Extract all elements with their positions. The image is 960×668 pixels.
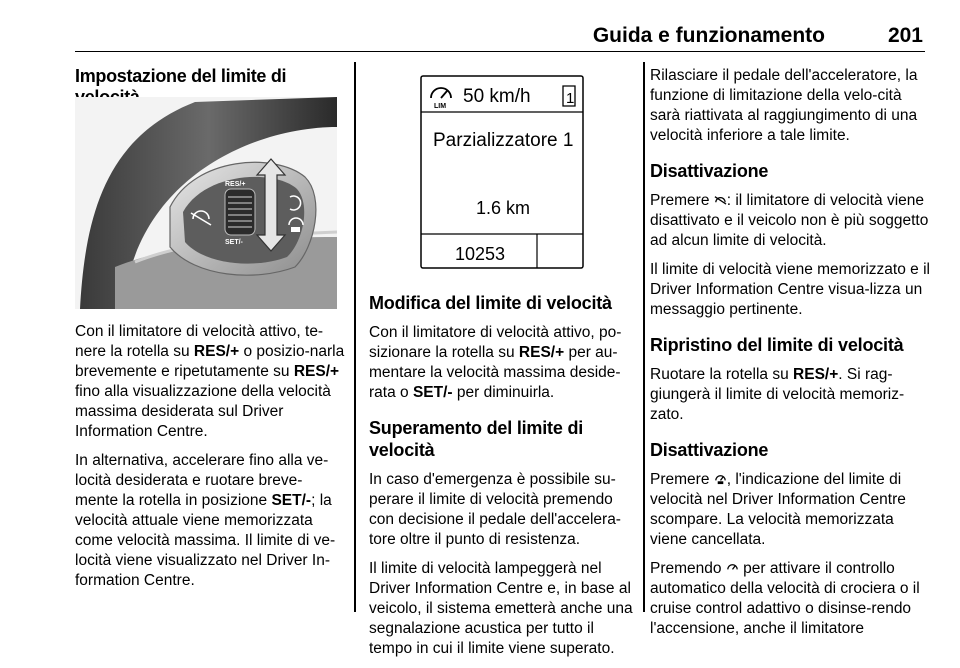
steering-wheel-illustration xyxy=(75,97,337,309)
paragraph: Premere : il limitatore di velocità viene disattivato e il veicolo non è più soggetto ad alcun limite di velocità. xyxy=(650,192,929,249)
paragraph: Con il limitatore di velocità attivo, te-nere la rotella su RES/+ o posizio-narla brevemente e ripetutamente su RES/+ fino alla visualizzazione della velocità massima desiderata sul Driver Information Centre. xyxy=(75,323,345,440)
wheel-set-label: SET/- xyxy=(225,239,243,246)
odometer-readout: 10253 xyxy=(455,244,506,264)
cruise-control-icon xyxy=(726,561,739,574)
paragraph: Ruotare la rotella su RES/+. Si rag-giungerà il limite di velocità memoriz-zato. xyxy=(650,366,905,423)
heading-exceed-limit: Superamento del limite di velocità xyxy=(369,418,584,460)
paragraph: Premendo per attivare il controllo automatico della velocità di crociera o il cruise control adattivo o disinse-rendo l'accensione, anche il limitatore xyxy=(650,560,920,637)
speed-readout: 50 km/h xyxy=(463,86,531,107)
wheel-res-label: RES/+ xyxy=(225,181,246,188)
distance-readout: 1.6 km xyxy=(476,198,531,218)
paragraph: Rilasciare il pedale dell'acceleratore, la funzione di limitazione della velo-cità sarà riattivata al raggiungimento di una velocità inferiore a tale limite. xyxy=(650,67,918,144)
heading-deactivation: Disattivazione xyxy=(650,161,769,181)
paragraph: Con il limitatore di velocità attivo, po-sizionare la rotella su RES/+ per au-mentare la velocità massima deside-rata o SET/- per diminuirla. xyxy=(369,324,622,401)
lim-label: LIM xyxy=(434,103,447,110)
driver-information-centre-illustration xyxy=(369,62,637,277)
column-1-text xyxy=(75,322,345,600)
paragraph: Premere , l'indicazione del limite di velocità nel Driver Information Centre scompare. La velocità memorizzata viene cancellata. xyxy=(650,471,906,548)
limiter-off-icon xyxy=(714,193,727,206)
heading-deactivation-2: Disattivazione xyxy=(650,440,769,460)
paragraph: In caso d'emergenza è possibile su-perare il limite di velocità premendo con decisione il pedale dell'accelera-tore oltre il punto di resistenza. xyxy=(369,471,621,548)
section-heading-speed-limit-setting: Impostazione del limite di xyxy=(75,66,287,86)
mode-label: Parzializzatore 1 xyxy=(433,130,574,151)
speed-limiter-icon xyxy=(431,88,451,110)
page-number: 201 xyxy=(887,24,923,47)
column-divider-2 xyxy=(643,62,645,612)
heading-modify-limit: Modifica del limite di velocità xyxy=(369,293,612,313)
memory-slot-icon xyxy=(563,86,575,107)
column-2-text xyxy=(369,292,637,668)
paragraph: Il limite di velocità viene memorizzato e il Driver Information Centre visua-lizza un messaggio pertinente. xyxy=(650,261,930,318)
speed-limiter-icon xyxy=(714,472,727,485)
paragraph: Il limite di velocità lampeggerà nel Driver Information Centre e, in base al veicolo, il sistema emetterà anche una segnalazione acustica per tutto il tempo in cui il limite viene superato. xyxy=(369,560,633,657)
page-header xyxy=(75,10,925,52)
column-divider-1 xyxy=(354,62,356,612)
section-title: Guida e funzionamento xyxy=(592,24,825,47)
column-3-text xyxy=(650,66,930,648)
memory-slot-number: 1 xyxy=(566,90,575,107)
heading-restore-limit: Ripristino del limite di velocità xyxy=(650,335,904,355)
paragraph: In alternativa, accelerare fino alla ve-locità desiderata e ruotare breve-mente la rotella in posizione SET/-; la velocità attuale viene memorizzata come velocità massima. Il limite di ve-locità viene visualizzato nel Driver In-formation Centre. xyxy=(75,452,336,589)
